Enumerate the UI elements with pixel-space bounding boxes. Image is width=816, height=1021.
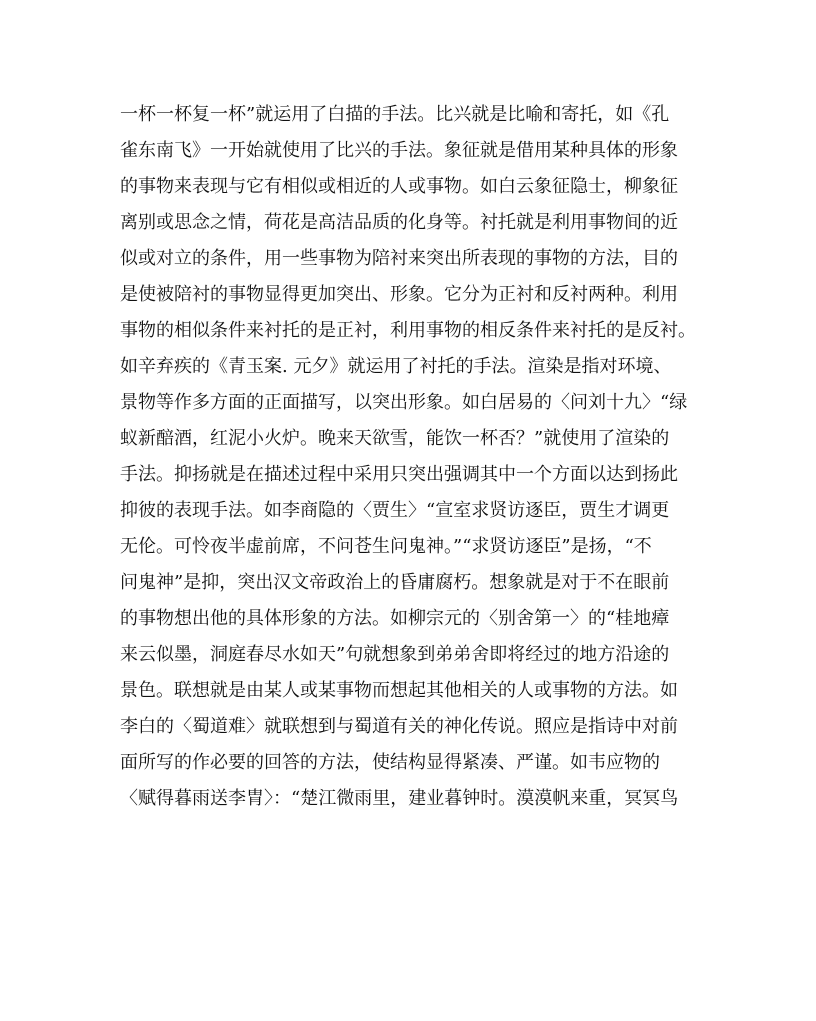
text-line: 景物等作多方面的正面描写，以突出形象。如白居易的〈问刘十九〉“绿 <box>120 392 688 413</box>
text-line: 李白的〈蜀道难〉就联想到与蜀道有关的神化传说。照应是指诗中对前 <box>120 716 678 737</box>
text-line: 问鬼神”是抑，突出汉文帝政治上的昏庸腐朽。想象就是对于不在眼前 <box>120 572 670 593</box>
text-line: 景色。联想就是由某人或某事物而想起其他相关的人或事物的方法。如 <box>120 680 678 701</box>
text-line: 似或对立的条件，用一些事物为陪衬来突出所表现的事物的方法，目的 <box>120 248 678 269</box>
text-line: 如辛弃疾的《青玉案. 元夕》就运用了衬托的手法。渲染是指对环境、 <box>120 356 672 377</box>
text-line: 一杯一杯复一杯”就运用了白描的手法。比兴就是比喻和寄托，如《孔 <box>120 104 670 125</box>
text-line: 手法。抑扬就是在描述过程中采用只突出强调其中一个方面以达到扬此 <box>120 464 678 485</box>
text-line: 无伦。可怜夜半虚前席，不问苍生问鬼神。”“求贤访逐臣”是扬，“不 <box>120 536 652 557</box>
text-line: 〈赋得暮雨送李胄〉：“楚江微雨里，建业暮钟时。漠漠帆来重，冥冥鸟 <box>120 788 679 809</box>
text-line: 蚁新醅酒，红泥小火炉。晚来天欲雪，能饮一杯否？”就使用了渲染的 <box>120 428 670 449</box>
text-line: 事物的相似条件来衬托的是正衬，利用事物的相反条件来衬托的是反衬。 <box>120 320 696 341</box>
text-line: 来云似墨，洞庭春尽水如天”句就想象到弟弟舍即将经过的地方沿途的 <box>120 644 670 665</box>
text-line: 是使被陪衬的事物显得更加突出、形象。它分为正衬和反衬两种。利用 <box>120 284 678 305</box>
text-line: 的事物来表现与它有相似或相近的人或事物。如白云象征隐士，柳象征 <box>120 176 678 197</box>
text-line: 离别或思念之情，荷花是高洁品质的化身等。衬托就是利用事物间的近 <box>120 212 678 233</box>
text-line: 雀东南飞》一开始就使用了比兴的手法。象征就是借用某种具体的形象 <box>120 140 678 161</box>
text-line: 的事物想出他的具体形象的方法。如柳宗元的〈别舍第一〉的“桂地瘴 <box>120 608 670 629</box>
text-line: 抑彼的表现手法。如李商隐的〈贾生〉“宣室求贤访逐臣，贾生才调更 <box>120 500 670 521</box>
text-line: 面所写的作必要的回答的方法，使结构显得紧凑、严谨。如韦应物的 <box>120 752 660 773</box>
body-text <box>120 97 700 817</box>
